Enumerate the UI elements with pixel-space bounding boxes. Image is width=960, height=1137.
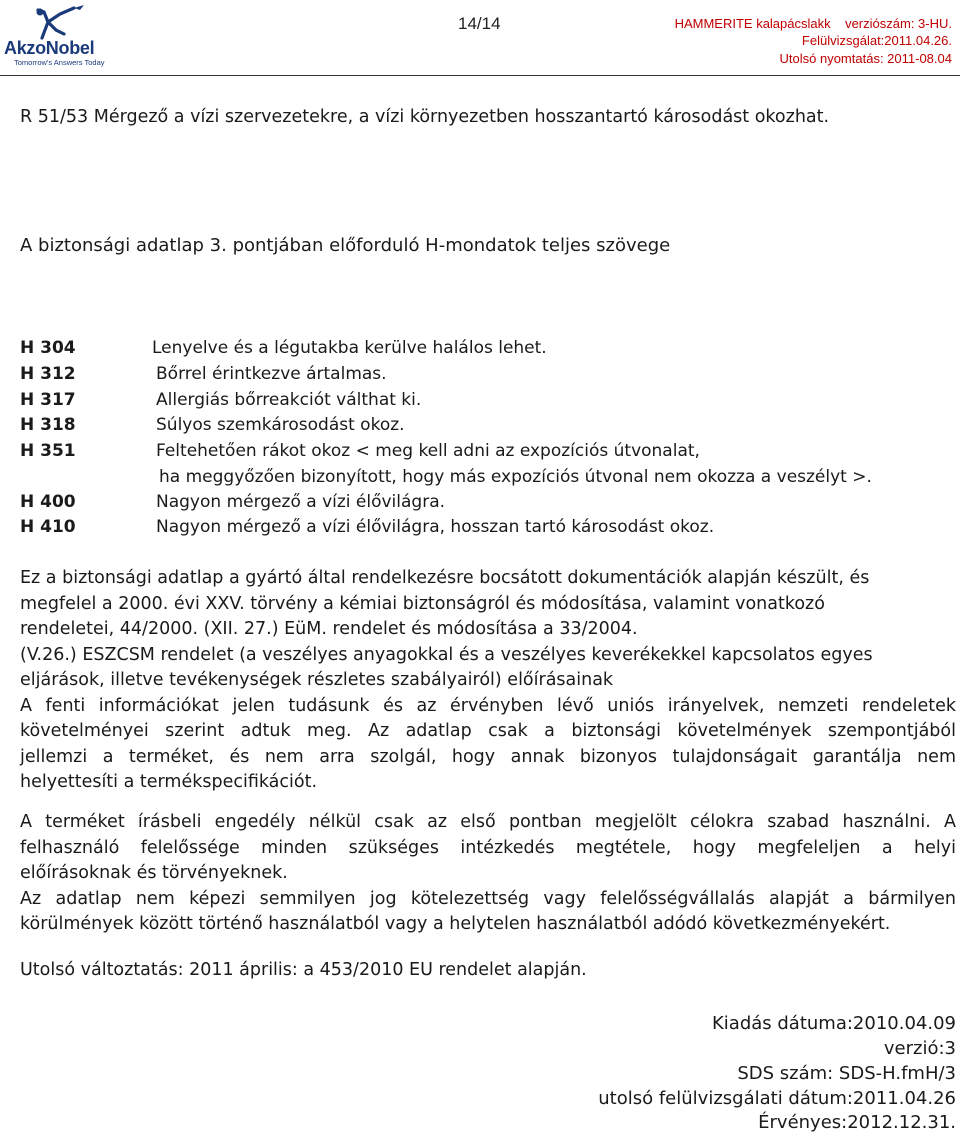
issue-date: Kiadás dátuma:2010.04.09 — [711, 1013, 956, 1034]
paragraph-line: Az adatlap nem képezi semmilyen jog kötelezettség vagy felelősségvállalás alapját a bármilyen — [20, 888, 956, 909]
paragraph-line: helyettesíti a termékspecifikációt. — [20, 772, 318, 792]
disclaimer-paragraph — [20, 566, 956, 796]
h-text: Nagyon mérgező a vízi élővilágra. — [156, 492, 446, 512]
print-date: Utolsó nyomtatás: 2011-08.04 — [779, 51, 952, 66]
h-code: H 410 — [20, 517, 76, 537]
paragraph-line: rendeletei, 44/2000. (XII. 27.) EüM. rendelet és módosítása a 33/2004. — [20, 619, 638, 639]
h-text: Lenyelve és a légutakba kerülve halálos lehet. — [152, 338, 547, 358]
h-text: Súlyos szemkárosodást okoz. — [156, 415, 405, 435]
paragraph-line: (V.26.) ESZCSM rendelet (a veszélyes anyagokkal és a veszélyes keverékekkel kapcsolatos egyes — [20, 644, 873, 665]
h-text: Nagyon mérgező a vízi élővilágra, hosszan tartó károsodást okoz. — [156, 517, 715, 537]
h-code: H 304 — [20, 338, 76, 358]
product-version-line — [675, 16, 952, 31]
valid-until: Érvényes:2012.12.31. — [758, 1112, 956, 1133]
paragraph-line: A fenti információkat jelen tudásunk és az érvényben lévő uniós irányelvek, nemzeti rendeletek — [20, 695, 956, 716]
h-text: Feltehetően rákot okoz < meg kell adni az expozíciós útvonalat, — [156, 441, 700, 461]
r-phrase: R 51/53 Mérgező a vízi szervezetekre, a vízi környezetben hosszantartó károsodást okozhat. — [20, 107, 830, 127]
paragraph-line: megfelel a 2000. évi XXV. törvény a kémiai biztonságról és módosítása, valamint vonatkozó — [20, 593, 825, 614]
paragraph-line: előírásoknak és törvényeknek. — [20, 863, 288, 883]
logo-name: AkzoNobel — [4, 38, 95, 58]
paragraph-line: jellemzi a terméket, és nem arra szolgál, hogy annak bizonyos tulajdonságait garantálja nem — [20, 746, 956, 767]
review-date: Felülvizsgálat:2011.04.26. — [801, 33, 952, 48]
product-name: HAMMERITE kalapácslakk — [674, 16, 831, 31]
sds-number: SDS szám: SDS-H.fmH/3 — [737, 1063, 956, 1084]
h-text: Allergiás bőrreakciót válthat ki. — [156, 390, 422, 410]
h-section-title: A biztonsági adatlap 3. pontjában előforduló H-mondatok teljes szövege — [20, 235, 671, 256]
version: verzió:3 — [883, 1038, 956, 1059]
paragraph-line: Ez a biztonsági adatlap a gyártó által rendelkezésre bocsátott dokumentációk alapján készült, és — [20, 568, 870, 588]
usage-paragraph — [20, 810, 956, 938]
page-number: 14/14 — [458, 14, 501, 33]
h-text-continuation: ha meggyőzően bizonyított, hogy más expozíciós útvonal nem okozza a veszélyt >. — [159, 467, 872, 487]
header-divider — [0, 75, 960, 76]
paragraph-line: körülmények között történő használatból vagy a helytelen használatból adódó következményekért. — [20, 914, 891, 934]
logo-tagline: Tomorrow's Answers Today — [14, 58, 105, 67]
paragraph-line: felhasználó felelőssége minden szükséges intézkedés megtétele, hogy megfeleljen a helyi — [20, 837, 956, 858]
paragraph-line: követelményei szerint adtuk meg. Az adatlap csak a biztonsági követelmények szempontjából — [20, 721, 956, 741]
paragraph-line: eljárások, illetve tevékenységek részletes szabályairól) előírásainak — [20, 670, 614, 690]
h-code: H 400 — [20, 492, 76, 512]
h-code: H 317 — [20, 390, 76, 410]
last-change-note: Utolsó változtatás: 2011 április: a 453/2010 EU rendelet alapján. — [20, 960, 587, 980]
h-code: H 312 — [20, 364, 76, 384]
h-code: H 351 — [20, 441, 76, 461]
h-code: H 318 — [20, 415, 76, 435]
last-review-date: utolsó felülvizsgálati dátum:2011.04.26 — [598, 1088, 956, 1109]
h-text: Bőrrel érintkezve ártalmas. — [156, 364, 387, 384]
paragraph-line: A terméket írásbeli engedély nélkül csak az első pontban megjelölt célokra szabad használni. A — [20, 812, 956, 832]
version-number: verziószám: 3-HU. — [845, 16, 952, 31]
